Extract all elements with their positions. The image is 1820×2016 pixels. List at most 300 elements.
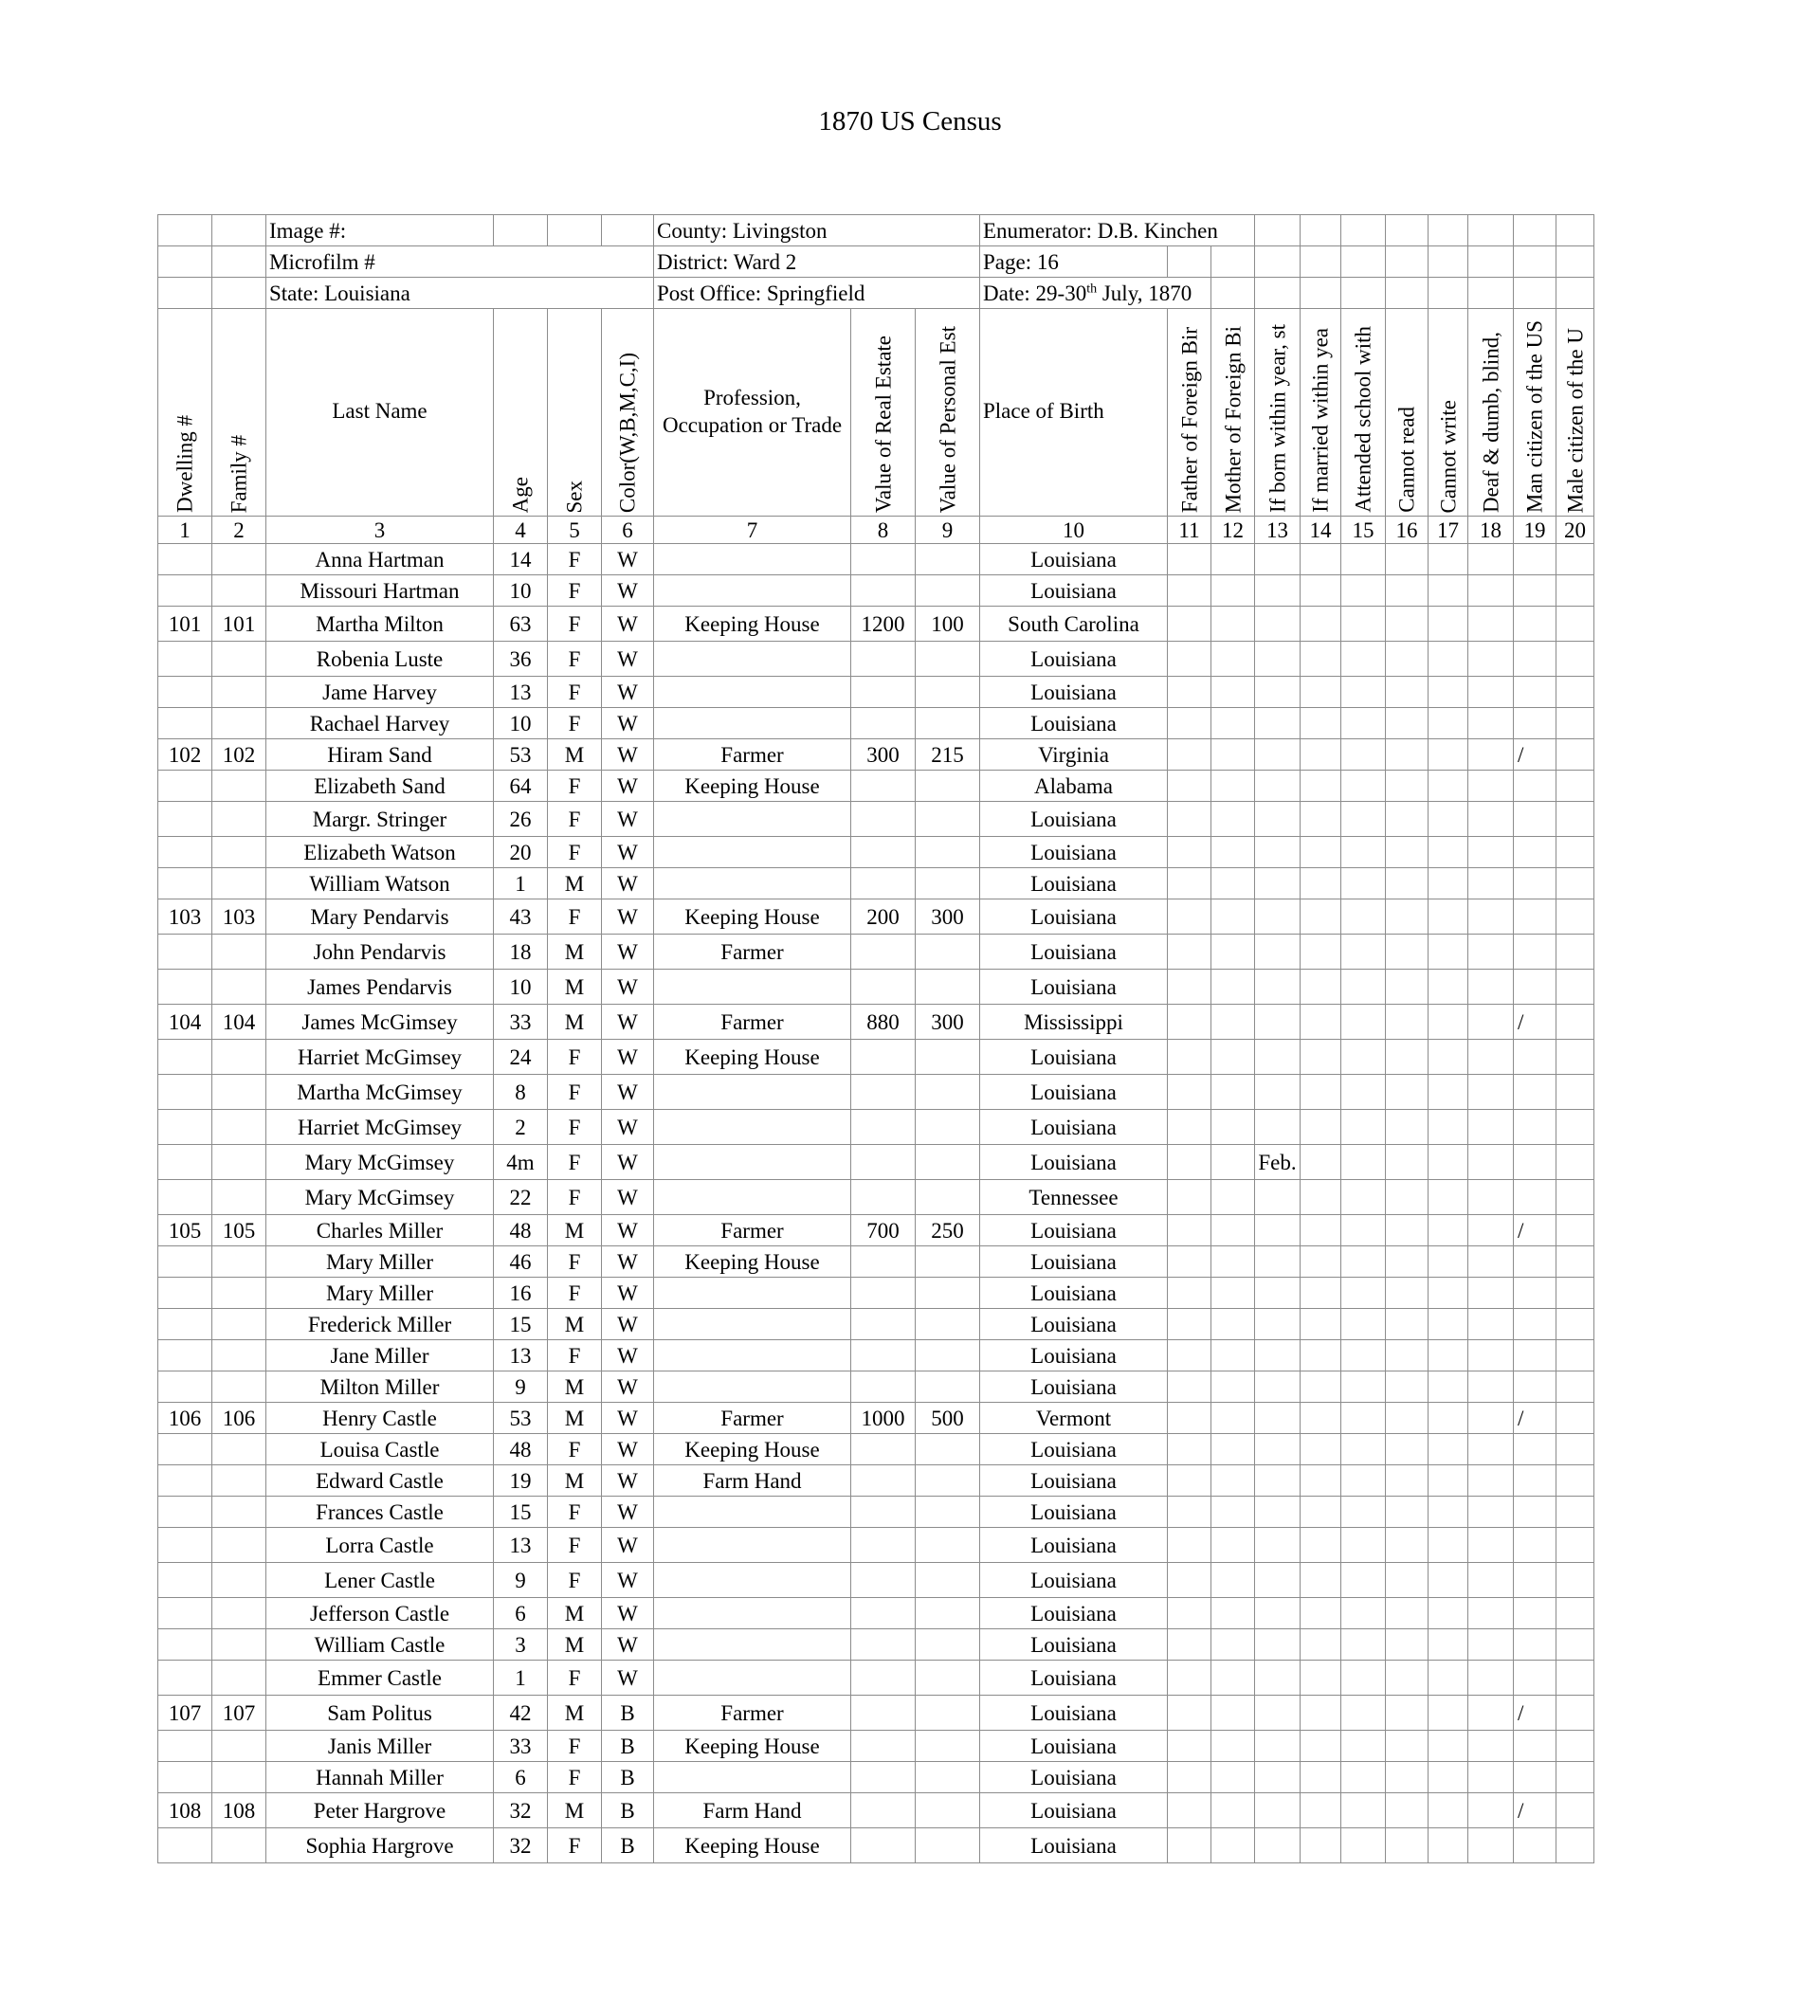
table-row — [158, 868, 1594, 899]
sex-cell: F — [548, 1731, 602, 1762]
born-within-year-cell — [1255, 1497, 1301, 1528]
header-last-name: Last Name — [266, 309, 494, 517]
blank-cell — [1341, 708, 1386, 739]
header-personal-estate: Value of Personal Est — [916, 309, 980, 517]
color-cell: W — [602, 1371, 654, 1403]
personal-estate-cell — [916, 837, 980, 868]
blank-cell — [1211, 1110, 1255, 1145]
color-cell: W — [602, 607, 654, 642]
blank-cell — [1429, 1828, 1468, 1863]
age-cell: 48 — [494, 1215, 548, 1246]
personal-estate-cell — [916, 1661, 980, 1696]
born-within-year-cell — [1255, 1563, 1301, 1598]
blank-cell — [1468, 1309, 1514, 1340]
real-estate-cell — [851, 1145, 916, 1180]
born-within-year-cell — [1255, 1110, 1301, 1145]
column-number: 5 — [548, 517, 602, 544]
blank-cell — [1386, 1145, 1429, 1180]
color-cell: W — [602, 899, 654, 935]
man-citizen-cell — [1514, 771, 1556, 802]
blank-cell — [1429, 1762, 1468, 1793]
blank-cell — [1168, 1696, 1211, 1731]
dwelling-cell — [158, 1563, 212, 1598]
personal-estate-cell — [916, 1497, 980, 1528]
dwelling-cell — [158, 1075, 212, 1110]
real-estate-cell — [851, 1309, 916, 1340]
blank-cell — [1301, 1465, 1341, 1497]
born-within-year-cell — [1255, 1629, 1301, 1661]
dwelling-cell: 104 — [158, 1005, 212, 1040]
profession-cell: Keeping House — [654, 607, 851, 642]
name-cell: William Castle — [266, 1629, 494, 1661]
personal-estate-cell — [916, 1696, 980, 1731]
blank-cell — [1429, 837, 1468, 868]
color-cell: W — [602, 544, 654, 575]
blank-cell — [1468, 1731, 1514, 1762]
header-row — [158, 309, 1594, 517]
blank-cell — [1429, 771, 1468, 802]
blank-cell — [1301, 1180, 1341, 1215]
image-label: Image #: — [266, 215, 494, 246]
blank-cell — [1468, 677, 1514, 708]
table-row — [158, 1340, 1594, 1371]
man-citizen-cell: / — [1514, 1005, 1556, 1040]
blank-cell — [1429, 1309, 1468, 1340]
personal-estate-cell — [916, 677, 980, 708]
age-cell: 33 — [494, 1731, 548, 1762]
sex-cell: M — [548, 1215, 602, 1246]
blank-cell — [1301, 1696, 1341, 1731]
name-cell: Mary Miller — [266, 1278, 494, 1309]
color-cell: W — [602, 1598, 654, 1629]
blank-cell — [1211, 1145, 1255, 1180]
blank-cell — [1556, 1828, 1594, 1863]
real-estate-cell — [851, 868, 916, 899]
profession-cell: Farmer — [654, 1005, 851, 1040]
blank-cell — [1556, 1278, 1594, 1309]
age-cell: 36 — [494, 642, 548, 677]
name-cell: Frances Castle — [266, 1497, 494, 1528]
blank-cell — [1556, 935, 1594, 970]
real-estate-cell — [851, 1497, 916, 1528]
name-cell: Milton Miller — [266, 1371, 494, 1403]
color-cell: W — [602, 1528, 654, 1563]
header-age: Age — [494, 309, 548, 517]
blank-cell — [1211, 677, 1255, 708]
blank-cell — [1556, 544, 1594, 575]
profession-cell — [654, 544, 851, 575]
born-within-year-cell — [1255, 1731, 1301, 1762]
profession-cell — [654, 1075, 851, 1110]
dwelling-cell — [158, 1629, 212, 1661]
man-citizen-cell — [1514, 1598, 1556, 1629]
blank-cell — [1301, 1828, 1341, 1863]
profession-cell: Keeping House — [654, 1434, 851, 1465]
blank-cell — [1168, 1598, 1211, 1629]
man-citizen-cell: / — [1514, 1793, 1556, 1828]
profession-cell — [654, 1497, 851, 1528]
sex-cell: F — [548, 677, 602, 708]
blank-cell — [1429, 1215, 1468, 1246]
dwelling-cell — [158, 1497, 212, 1528]
age-cell: 53 — [494, 739, 548, 771]
man-citizen-cell — [1514, 1497, 1556, 1528]
man-citizen-cell — [1514, 1340, 1556, 1371]
column-number: 16 — [1386, 517, 1429, 544]
header-born-within-year: If born within year, st — [1255, 309, 1301, 517]
blank-cell — [1556, 1465, 1594, 1497]
blank-cell — [1429, 802, 1468, 837]
age-cell: 63 — [494, 607, 548, 642]
family-cell: 101 — [212, 607, 266, 642]
blank-cell — [1341, 1762, 1386, 1793]
blank-cell — [1468, 1180, 1514, 1215]
born-within-year-cell — [1255, 1005, 1301, 1040]
color-cell: W — [602, 642, 654, 677]
blank-cell — [1468, 1340, 1514, 1371]
blank-cell — [1211, 1040, 1255, 1075]
blank-cell — [1386, 1629, 1429, 1661]
family-cell — [212, 1563, 266, 1598]
personal-estate-cell — [916, 1145, 980, 1180]
color-cell: W — [602, 802, 654, 837]
real-estate-cell: 700 — [851, 1215, 916, 1246]
blank-cell — [1341, 1629, 1386, 1661]
blank-cell — [1301, 802, 1341, 837]
personal-estate-cell: 300 — [916, 899, 980, 935]
blank-cell — [1341, 1828, 1386, 1863]
blank-cell — [1386, 1793, 1429, 1828]
real-estate-cell — [851, 1434, 916, 1465]
family-cell — [212, 1180, 266, 1215]
real-estate-cell — [851, 1278, 916, 1309]
blank-cell — [1341, 544, 1386, 575]
real-estate-cell — [851, 802, 916, 837]
meta-row-2 — [158, 246, 1594, 278]
table-row — [158, 1278, 1594, 1309]
real-estate-cell — [851, 708, 916, 739]
color-cell: W — [602, 1497, 654, 1528]
blank-cell — [1168, 1005, 1211, 1040]
profession-cell: Farm Hand — [654, 1465, 851, 1497]
place-of-birth-cell: Louisiana — [980, 1145, 1168, 1180]
blank-cell — [1211, 1497, 1255, 1528]
column-number: 4 — [494, 517, 548, 544]
table-row — [158, 1434, 1594, 1465]
blank-cell — [1468, 1762, 1514, 1793]
blank-cell — [1341, 1075, 1386, 1110]
real-estate-cell — [851, 642, 916, 677]
blank-cell — [1386, 1215, 1429, 1246]
born-within-year-cell — [1255, 607, 1301, 642]
blank-cell — [1556, 1434, 1594, 1465]
table-row — [158, 1793, 1594, 1828]
dwelling-cell — [158, 1762, 212, 1793]
color-cell: W — [602, 1110, 654, 1145]
born-within-year-cell — [1255, 1340, 1301, 1371]
blank-cell — [1211, 1215, 1255, 1246]
family-cell: 104 — [212, 1005, 266, 1040]
blank-cell — [1168, 1215, 1211, 1246]
man-citizen-cell — [1514, 607, 1556, 642]
name-cell: William Watson — [266, 868, 494, 899]
real-estate-cell: 200 — [851, 899, 916, 935]
blank-cell — [1168, 1497, 1211, 1528]
age-cell: 9 — [494, 1371, 548, 1403]
blank-cell — [1429, 1246, 1468, 1278]
name-cell: Louisa Castle — [266, 1434, 494, 1465]
family-cell — [212, 1828, 266, 1863]
profession-cell — [654, 1528, 851, 1563]
blank-cell — [1211, 837, 1255, 868]
man-citizen-cell — [1514, 899, 1556, 935]
place-of-birth-cell: Louisiana — [980, 1563, 1168, 1598]
profession-cell — [654, 802, 851, 837]
blank-cell — [1429, 1563, 1468, 1598]
blank-cell — [1468, 1075, 1514, 1110]
blank-cell — [1386, 1563, 1429, 1598]
profession-cell: Keeping House — [654, 1246, 851, 1278]
man-citizen-cell — [1514, 1434, 1556, 1465]
blank-cell — [1386, 1403, 1429, 1434]
color-cell: B — [602, 1731, 654, 1762]
blank-cell — [1429, 1278, 1468, 1309]
header-cannot-write: Cannot write — [1429, 309, 1468, 517]
age-cell: 33 — [494, 1005, 548, 1040]
blank-cell — [1168, 1075, 1211, 1110]
sex-cell: F — [548, 544, 602, 575]
personal-estate-cell — [916, 935, 980, 970]
man-citizen-cell — [1514, 1145, 1556, 1180]
profession-cell: Farmer — [654, 1403, 851, 1434]
blank-cell — [1468, 1371, 1514, 1403]
blank-cell — [1211, 642, 1255, 677]
blank-cell — [1301, 899, 1341, 935]
table-row — [158, 1040, 1594, 1075]
blank-cell — [1341, 771, 1386, 802]
column-number: 8 — [851, 517, 916, 544]
blank-cell — [1468, 868, 1514, 899]
blank-cell — [1341, 1110, 1386, 1145]
age-cell: 24 — [494, 1040, 548, 1075]
blank-cell — [1468, 1465, 1514, 1497]
personal-estate-cell — [916, 868, 980, 899]
column-number: 14 — [1301, 517, 1341, 544]
name-cell: John Pendarvis — [266, 935, 494, 970]
blank-cell — [1468, 1629, 1514, 1661]
age-cell: 2 — [494, 1110, 548, 1145]
blank-cell — [1429, 1465, 1468, 1497]
blank-cell — [1211, 1696, 1255, 1731]
blank-cell — [1386, 1465, 1429, 1497]
table-row — [158, 1371, 1594, 1403]
family-cell — [212, 1340, 266, 1371]
table-row — [158, 1215, 1594, 1246]
blank-cell — [1429, 1005, 1468, 1040]
name-cell: Janis Miller — [266, 1731, 494, 1762]
table-row — [158, 1598, 1594, 1629]
blank-cell — [1341, 899, 1386, 935]
personal-estate-cell — [916, 1075, 980, 1110]
man-citizen-cell — [1514, 868, 1556, 899]
blank-cell — [1168, 1563, 1211, 1598]
blank-cell — [1168, 575, 1211, 607]
age-cell: 13 — [494, 677, 548, 708]
dwelling-cell — [158, 1278, 212, 1309]
age-cell: 6 — [494, 1762, 548, 1793]
blank-cell — [1468, 642, 1514, 677]
family-cell — [212, 1110, 266, 1145]
place-of-birth-cell: Louisiana — [980, 544, 1168, 575]
personal-estate-cell — [916, 1793, 980, 1828]
blank-cell — [1168, 1110, 1211, 1145]
color-cell: W — [602, 1434, 654, 1465]
personal-estate-cell — [916, 1762, 980, 1793]
blank-cell — [1386, 708, 1429, 739]
name-cell: Mary Pendarvis — [266, 899, 494, 935]
blank-cell — [1168, 1246, 1211, 1278]
name-cell: Peter Hargrove — [266, 1793, 494, 1828]
age-cell: 16 — [494, 1278, 548, 1309]
color-cell: W — [602, 575, 654, 607]
age-cell: 19 — [494, 1465, 548, 1497]
sex-cell: M — [548, 1005, 602, 1040]
sex-cell: F — [548, 1661, 602, 1696]
table-row — [158, 935, 1594, 970]
blank-cell — [1429, 575, 1468, 607]
personal-estate-cell — [916, 1528, 980, 1563]
place-of-birth-cell: Louisiana — [980, 935, 1168, 970]
blank-cell — [1556, 1340, 1594, 1371]
name-cell: Jefferson Castle — [266, 1598, 494, 1629]
blank-cell — [1168, 677, 1211, 708]
dwelling-cell — [158, 1110, 212, 1145]
age-cell: 20 — [494, 837, 548, 868]
age-cell: 10 — [494, 575, 548, 607]
place-of-birth-cell: Louisiana — [980, 1696, 1168, 1731]
header-deaf-dumb: Deaf & dumb, blind, — [1468, 309, 1514, 517]
dwelling-cell — [158, 1828, 212, 1863]
blank-cell — [1468, 544, 1514, 575]
real-estate-cell — [851, 677, 916, 708]
color-cell: W — [602, 1145, 654, 1180]
family-cell — [212, 771, 266, 802]
place-of-birth-cell: Louisiana — [980, 1371, 1168, 1403]
blank-cell — [1556, 1040, 1594, 1075]
born-within-year-cell — [1255, 1040, 1301, 1075]
blank-cell — [1386, 739, 1429, 771]
profession-cell — [654, 1762, 851, 1793]
place-of-birth-cell: Louisiana — [980, 1661, 1168, 1696]
table-row — [158, 1629, 1594, 1661]
column-number: 15 — [1341, 517, 1386, 544]
blank-cell — [1341, 1563, 1386, 1598]
born-within-year-cell — [1255, 837, 1301, 868]
name-cell: Harriet McGimsey — [266, 1040, 494, 1075]
born-within-year-cell — [1255, 771, 1301, 802]
blank-cell — [1211, 1661, 1255, 1696]
column-number: 12 — [1211, 517, 1255, 544]
blank-cell — [1556, 1696, 1594, 1731]
personal-estate-cell — [916, 1563, 980, 1598]
color-cell: W — [602, 1563, 654, 1598]
color-cell: W — [602, 970, 654, 1005]
blank-cell — [1168, 802, 1211, 837]
blank-cell — [1341, 1246, 1386, 1278]
blank-cell — [1168, 1180, 1211, 1215]
color-cell: W — [602, 739, 654, 771]
header-married-within-year: If married within yea — [1301, 309, 1341, 517]
blank-cell — [1301, 1075, 1341, 1110]
personal-estate-cell — [916, 1598, 980, 1629]
blank-cell — [1429, 739, 1468, 771]
blank-cell — [1556, 1215, 1594, 1246]
family-cell: 108 — [212, 1793, 266, 1828]
name-cell: Jame Harvey — [266, 677, 494, 708]
personal-estate-cell: 500 — [916, 1403, 980, 1434]
personal-estate-cell — [916, 575, 980, 607]
blank-cell — [1386, 1180, 1429, 1215]
sex-cell: F — [548, 1762, 602, 1793]
personal-estate-cell — [916, 1110, 980, 1145]
table-row — [158, 642, 1594, 677]
column-number: 10 — [980, 517, 1168, 544]
table-row — [158, 607, 1594, 642]
sex-cell: F — [548, 802, 602, 837]
place-of-birth-cell: Louisiana — [980, 802, 1168, 837]
blank-cell — [1341, 1528, 1386, 1563]
blank-cell — [1556, 1793, 1594, 1828]
blank-cell — [1556, 899, 1594, 935]
blank-cell — [1429, 1180, 1468, 1215]
profession-cell — [654, 575, 851, 607]
born-within-year-cell — [1255, 1075, 1301, 1110]
blank-cell — [1386, 1371, 1429, 1403]
blank-cell — [1341, 1309, 1386, 1340]
color-cell: W — [602, 837, 654, 868]
blank-cell — [1211, 575, 1255, 607]
dwelling-cell — [158, 771, 212, 802]
personal-estate-cell: 300 — [916, 1005, 980, 1040]
blank-cell — [1556, 802, 1594, 837]
blank-cell — [1429, 970, 1468, 1005]
sex-cell: M — [548, 935, 602, 970]
personal-estate-cell — [916, 1828, 980, 1863]
man-citizen-cell — [1514, 837, 1556, 868]
family-cell — [212, 677, 266, 708]
blank-cell — [1429, 1040, 1468, 1075]
blank-cell — [1386, 1828, 1429, 1863]
dwelling-cell — [158, 642, 212, 677]
color-cell: W — [602, 677, 654, 708]
real-estate-cell — [851, 544, 916, 575]
blank-cell — [1429, 1661, 1468, 1696]
real-estate-cell — [851, 771, 916, 802]
place-of-birth-cell: Louisiana — [980, 1309, 1168, 1340]
blank-cell — [1341, 1180, 1386, 1215]
profession-cell — [654, 837, 851, 868]
blank-cell — [1211, 1180, 1255, 1215]
blank-cell — [1468, 935, 1514, 970]
table-row — [158, 1497, 1594, 1528]
born-within-year-cell — [1255, 1793, 1301, 1828]
blank-cell — [1468, 1828, 1514, 1863]
place-of-birth-cell: Louisiana — [980, 1110, 1168, 1145]
header-place-of-birth: Place of Birth — [980, 309, 1168, 517]
personal-estate-cell — [916, 1180, 980, 1215]
man-citizen-cell — [1514, 1040, 1556, 1075]
sex-cell: F — [548, 1145, 602, 1180]
